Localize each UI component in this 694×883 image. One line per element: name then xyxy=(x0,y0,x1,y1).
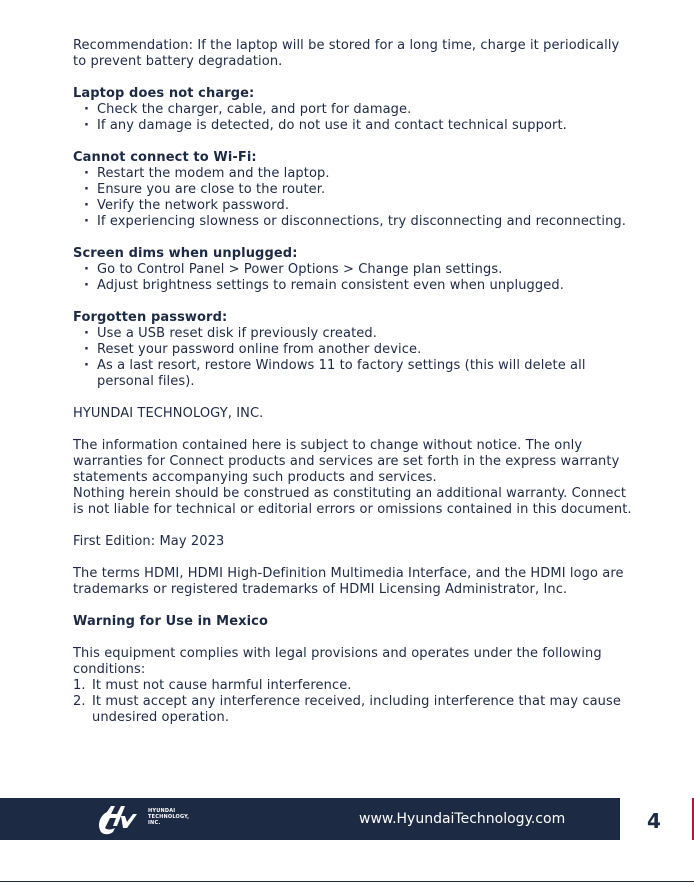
warning-block xyxy=(73,646,633,726)
list-number: 1. xyxy=(73,678,86,693)
website-link[interactable]: www.HyundaiTechnology.com xyxy=(359,811,566,827)
list-item-text: It must not cause harmful interference. xyxy=(92,678,352,693)
disclaimer-text: The information contained here is subject to change without notice. The only warranties for Connect products and services are set forth in the express warranty statements accompanying such products and services. xyxy=(73,438,620,485)
list-item xyxy=(73,694,633,726)
logo-wordmark xyxy=(148,808,189,826)
list-item: · Adjust brightness settings to remain consistent even when unplugged. xyxy=(73,278,633,294)
disclaimer-block xyxy=(73,438,633,518)
trademark-text: The terms HDMI, HDMI High-Definition Multimedia Interface, and the HDMI logo are trademarks or registered trademarks of HDMI Licensing Administrator, Inc. xyxy=(73,566,624,597)
hyundai-logo-icon xyxy=(95,802,139,836)
bullet-list xyxy=(73,102,633,134)
bottom-divider xyxy=(0,881,694,882)
logo-line: HYUNDAI xyxy=(148,808,176,814)
section-laptop-charge xyxy=(73,86,633,134)
section-heading: Laptop does not charge: xyxy=(73,86,255,101)
warning-heading: Warning for Use in Mexico xyxy=(73,614,268,629)
company-name: HYUNDAI TECHNOLOGY, INC. xyxy=(73,406,264,421)
numbered-list xyxy=(73,678,633,726)
list-number: 2. xyxy=(73,694,86,709)
footer-bar xyxy=(0,798,620,840)
disclaimer-text-2: Nothing herein should be construed as constituting an additional warranty. Connect is not liable for technical or editorial errors or omissions contained in this document. xyxy=(73,486,632,517)
page-number: 4 xyxy=(647,809,661,833)
warning-intro: This equipment complies with legal provisions and operates under the following conditions: xyxy=(73,646,602,677)
bullet-list xyxy=(73,326,633,390)
list-item: · Verify the network password. xyxy=(73,198,633,214)
list-item: · Check the charger, cable, and port for damage. xyxy=(73,102,633,118)
section-heading: Screen dims when unplugged: xyxy=(73,246,298,261)
document-body xyxy=(73,38,633,742)
recommendation-text: Recommendation: If the laptop will be stored for a long time, charge it periodically to prevent battery degradation. xyxy=(73,38,620,69)
logo-line: TECHNOLOGY, xyxy=(148,814,190,820)
list-item: · As a last resort, restore Windows 11 to factory settings (this will delete all personal files). xyxy=(73,358,633,390)
list-item: · Ensure you are close to the router. xyxy=(73,182,633,198)
logo-line: INC. xyxy=(148,820,161,826)
section-heading: Forgotten password: xyxy=(73,310,228,325)
list-item xyxy=(73,678,633,694)
section-screen-dims xyxy=(73,246,633,294)
bullet-list xyxy=(73,262,633,294)
edition-text: First Edition: May 2023 xyxy=(73,534,225,549)
list-item: · If any damage is detected, do not use it and contact technical support. xyxy=(73,118,633,134)
list-item: · Reset your password online from another device. xyxy=(73,342,633,358)
list-item: · If experiencing slowness or disconnections, try disconnecting and reconnecting. xyxy=(73,214,633,230)
section-heading: Cannot connect to Wi-Fi: xyxy=(73,150,257,165)
section-wifi xyxy=(73,150,633,230)
list-item: · Use a USB reset disk if previously created. xyxy=(73,326,633,342)
list-item-text: It must accept any interference received, including interference that may cause undesired operation. xyxy=(92,694,621,725)
list-item: · Go to Control Panel > Power Options > Change plan settings. xyxy=(73,262,633,278)
list-item: · Restart the modem and the laptop. xyxy=(73,166,633,182)
bullet-list xyxy=(73,166,633,230)
section-forgotten-password xyxy=(73,310,633,390)
